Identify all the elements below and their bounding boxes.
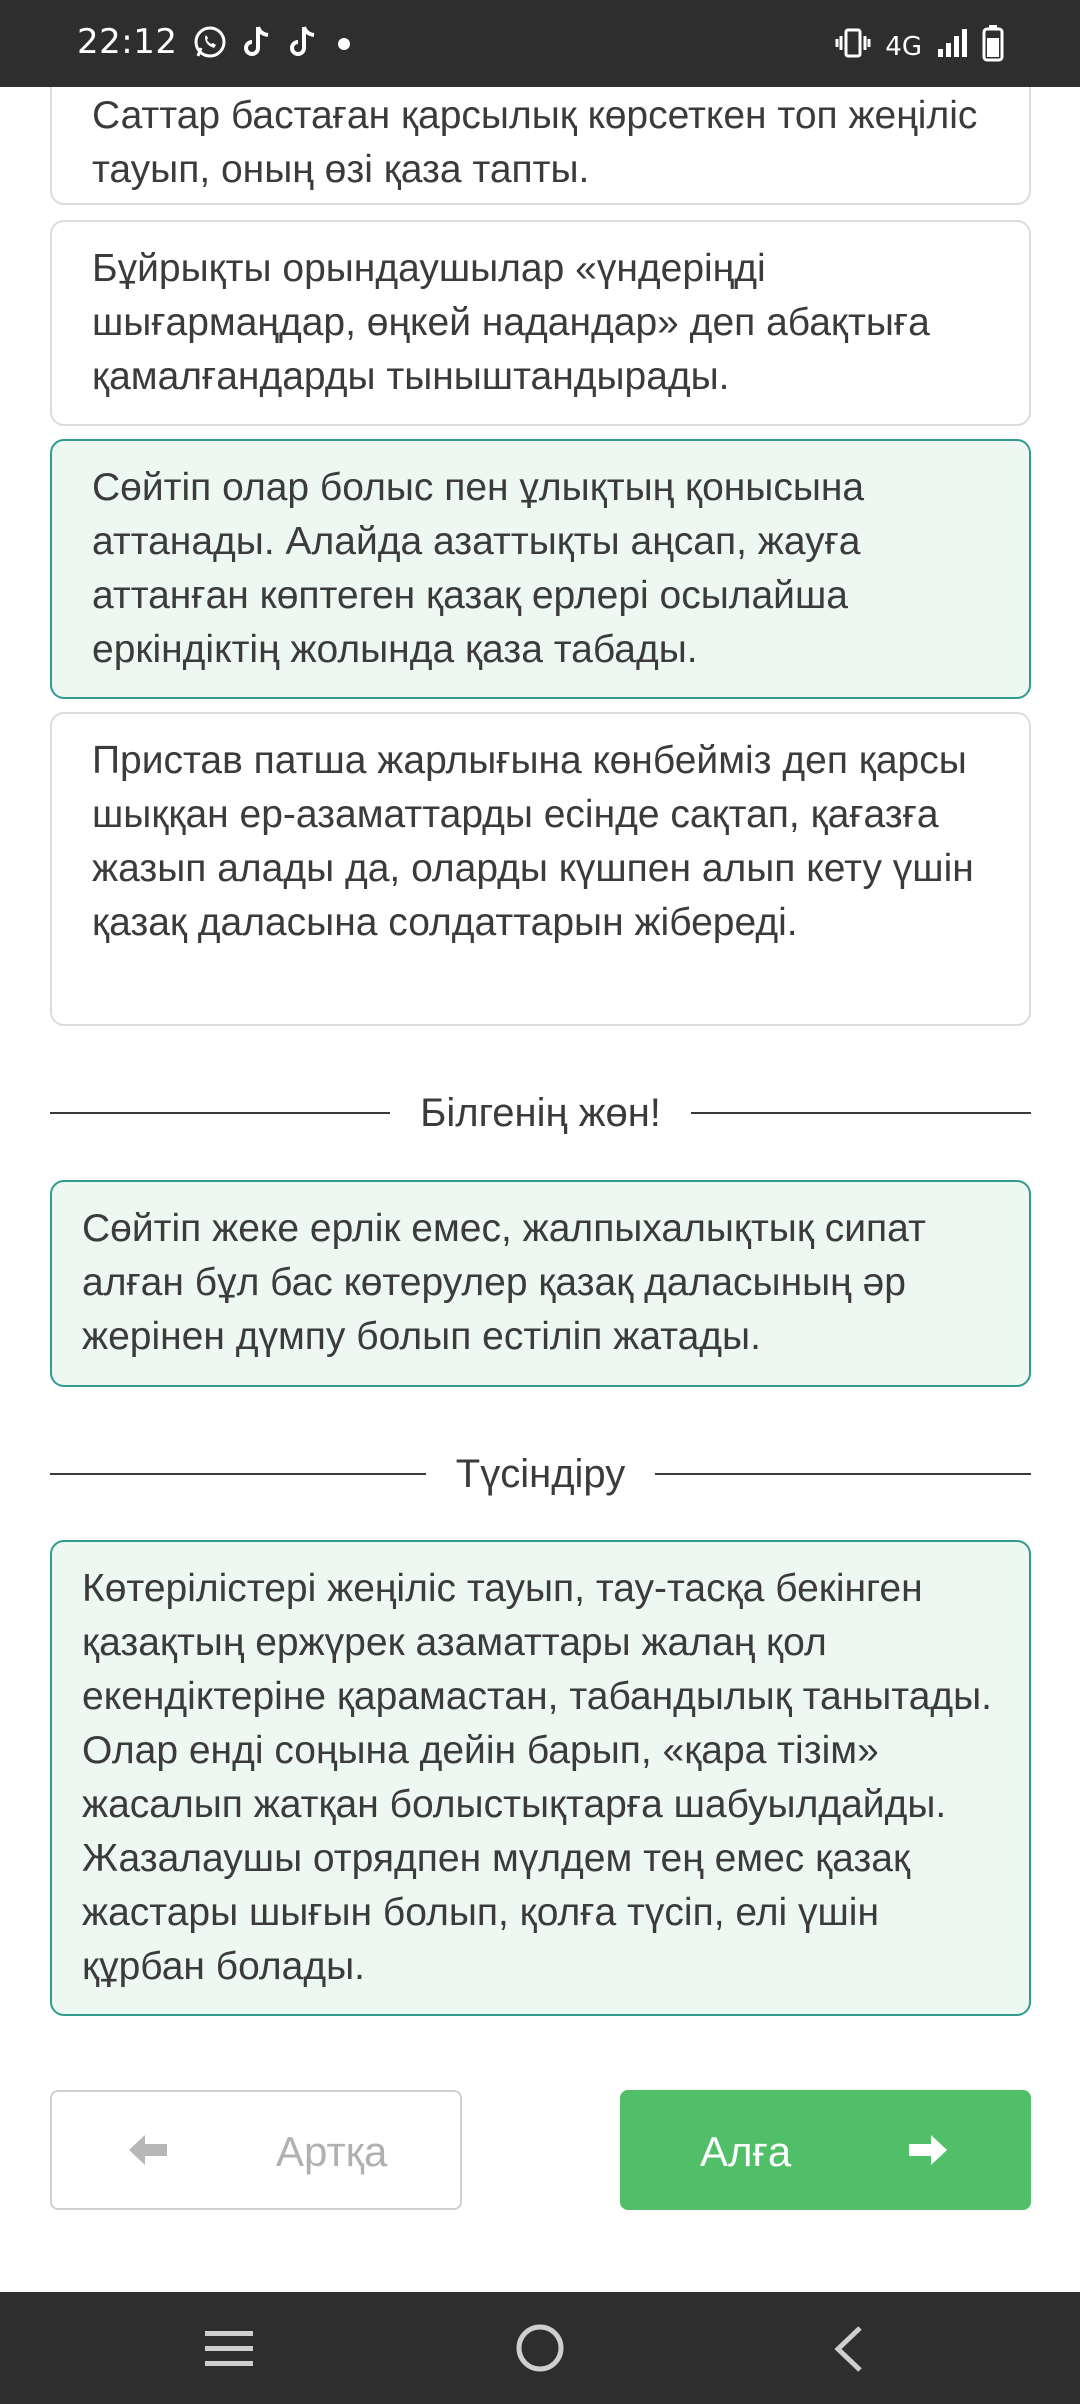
- tiktok-icon: [288, 24, 320, 65]
- arrow-right-icon: [907, 2130, 949, 2178]
- explanation-divider: [50, 1444, 1031, 1504]
- notification-icons: [192, 24, 354, 65]
- option-card-selected[interactable]: [50, 439, 1031, 699]
- network-type: 4G: [885, 31, 922, 62]
- divider-line: [50, 1112, 390, 1114]
- divider-line: [655, 1473, 1031, 1475]
- signal-icon: [936, 25, 968, 68]
- option-text: Сөйтіп олар болыс пен ұлықтың қонысына аттанады. Алайда азаттықты аңсап, жауға аттанған көптеген қазақ ерлері осылайша еркіндіктің жолында қаза табады.: [92, 466, 865, 671]
- status-bar: [0, 0, 1080, 87]
- correct-answer-divider: [50, 1083, 1031, 1143]
- lesson-content[interactable]: [0, 87, 1080, 2292]
- system-icons: [835, 24, 1004, 69]
- correct-answer-text: Сөйтіп жеке ерлік емес, жалпыхалықтық сипат алған бұл бас көтерулер қазақ даласының әр жерінен дүмпу болып естіліп жатады.: [82, 1207, 926, 1358]
- battery-icon: [982, 24, 1004, 69]
- option-text: Бұйрықты орындаушылар «үндеріңді шығармаңдар, өңкей надандар» деп абақтыға қамалғандарды тыныштандырады.: [92, 247, 930, 398]
- option-card[interactable]: [50, 87, 1031, 205]
- tiktok-icon: [242, 24, 274, 65]
- explanation-text: Көтерілістері жеңіліс тауып, тау-тасқа бекінген қазақтың ержүрек азаматтары жалаң қол екендіктеріне қарамастан, табандылық танытады. Олар енді соңына дейін барып, «қара тізім» жасалып жатқан болыстықтарға шабуылдайды. Жазалаушы отрядпен мүлдем тең емес қазақ жастары шығын болып, қолға түсіп, елі үшін құрбан болады.: [82, 1567, 993, 1988]
- dot-icon: [334, 24, 354, 65]
- option-card[interactable]: [50, 712, 1031, 1026]
- back-nav-icon[interactable]: [828, 2324, 868, 2379]
- whatsapp-icon: [192, 24, 228, 65]
- explanation-card: [50, 1540, 1031, 2016]
- back-button[interactable]: [50, 2090, 462, 2210]
- home-icon[interactable]: [514, 2322, 566, 2379]
- back-label: Артқа: [276, 2128, 388, 2175]
- option-text: Пристав патша жарлығына көнбейміз деп қарсы шыққан ер-азаматтарды есінде сақтап, қағазға жазып алады да, оларды күшпен алып кету үшін қазақ даласына солдаттарын жібереді.: [92, 739, 974, 944]
- correct-answer-heading: Білгенің жөн!: [420, 1090, 661, 1135]
- option-text: Саттар бастаған қарсылық көрсеткен топ жеңіліс тауып, оның өзі қаза тапты.: [92, 94, 978, 191]
- correct-answer-card: [50, 1180, 1031, 1387]
- option-card[interactable]: [50, 220, 1031, 426]
- status-time: 22:12: [77, 22, 178, 62]
- explanation-heading: Түсіндіру: [455, 1451, 626, 1496]
- vibrate-icon: [835, 25, 871, 68]
- recent-apps-icon[interactable]: [203, 2327, 255, 2376]
- arrow-left-icon: [127, 2130, 169, 2178]
- next-button[interactable]: [620, 2090, 1031, 2210]
- divider-line: [50, 1473, 426, 1475]
- divider-line: [691, 1112, 1031, 1114]
- next-label: Алға: [700, 2128, 792, 2175]
- system-navigation-bar: [0, 2292, 1080, 2404]
